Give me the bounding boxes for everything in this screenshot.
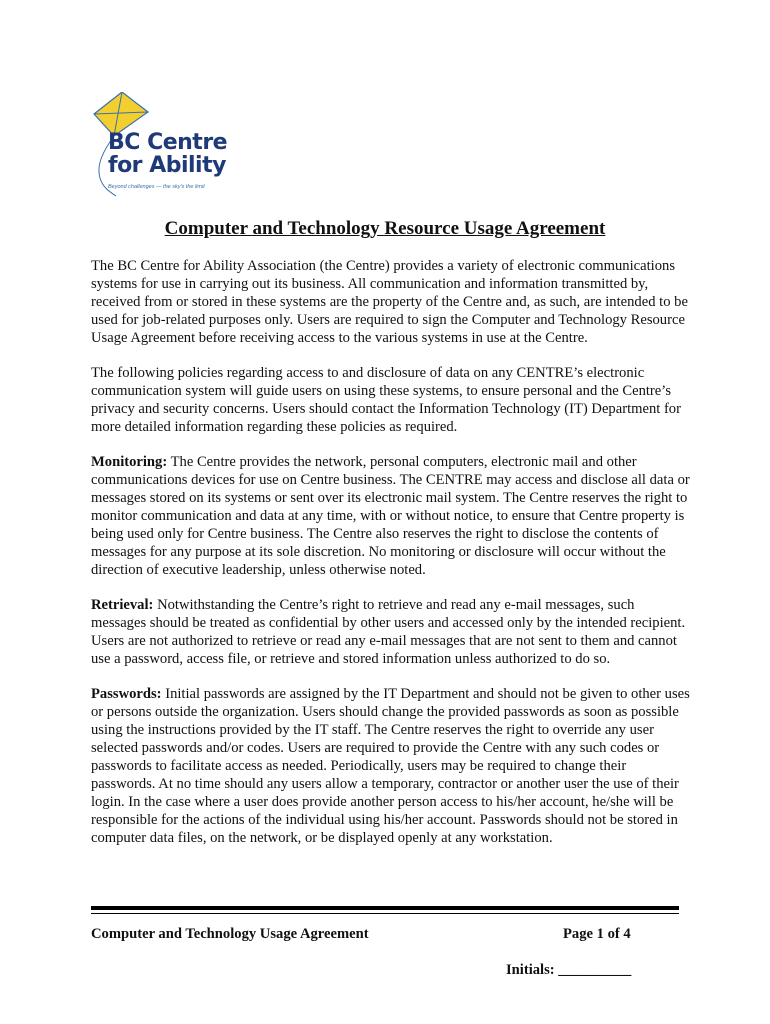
footer-document-name: Computer and Technology Usage Agreement <box>91 926 369 942</box>
intro-paragraph-1: The BC Centre for Ability Association (the Centre) provides a variety of electronic communications systems for use in carrying out its business. All communication and information transmitted by, received from or stored in these systems are the property of the Centre and, as such, are intended to be used for job-related purposes only. Users are required to sign the Computer and Technology Resource Usage Agreement before receiving access to the various systems in use at the Centre. <box>91 258 688 346</box>
monitoring-label: Monitoring: <box>91 454 168 470</box>
passwords-text: Initial passwords are assigned by the IT Department and should not be given to other uses or persons outside the organization. Users should change the provided passwords as soon as possible using the instructions provided by the IT staff. The Centre reserves the right to override any user selected passwords and/or codes. Users are required to provide the Centre with any such codes or passwords to facilitate access as needed. Periodically, users may be required to change their passwords. At no time should any users allow a temporary, contractor or another user the use of their login. In the case where a user does provide another person access to his/her account, he/she will be responsible for the actions of the individual using his/her account. Passwords should not be stored in computer data files, on the network, or be displayed openly at any workstation. <box>91 686 690 846</box>
document-title: Computer and Technology Resource Usage Agreement <box>164 218 606 239</box>
footer-divider-thin <box>91 913 679 914</box>
footer-page-number: Page 1 of 4 <box>563 926 631 942</box>
retrieval-section <box>91 596 691 668</box>
initials-field: Initials: __________ <box>506 962 632 978</box>
monitoring-text: The Centre provides the network, personal computers, electronic mail and other communications devices for use on Centre business. The CENTRE may access and disclose all data or messages stored on its systems or sent over its electronic mail system. The Centre reserves the right to monitor communication and data at any time, with or without notice, to ensure that Centre property is being used only for Centre business. The Centre also reserves the right to disclose the contents of messages for any purpose at its sole discretion. No monitoring or disclosure will occur without the direction of executive leadership, unless otherwise noted. <box>91 454 690 578</box>
bc-centre-logo <box>86 92 226 200</box>
passwords-section <box>91 685 691 847</box>
passwords-label: Passwords: <box>91 686 162 702</box>
monitoring-section <box>91 453 691 579</box>
retrieval-text: Notwithstanding the Centre’s right to retrieve and read any e-mail messages, such messages should be treated as confidential by other users and accessed only by the intended recipient. Users are not authorized to retrieve or read any e-mail messages that are not sent to them and cannot use a password, access file, or retrieve and stored information unless authorized to do so. <box>91 597 686 667</box>
logo-tagline: Beyond challenges — the sky's the limit <box>108 184 205 190</box>
document-body <box>91 257 691 864</box>
retrieval-label: Retrieval: <box>91 597 154 613</box>
intro-paragraph-2: The following policies regarding access to and disclosure of data on any CENTRE’s electronic communication system will guide users on using these systems, to ensure personal and the Centre’s privacy and security concerns. Users should contact the Information Technology (IT) Department for more detailed information regarding these policies as required. <box>91 365 681 435</box>
footer-divider-thick <box>91 906 679 910</box>
logo-line-1: BC Centre <box>108 130 228 155</box>
logo-line-2: for Ability <box>108 153 226 178</box>
